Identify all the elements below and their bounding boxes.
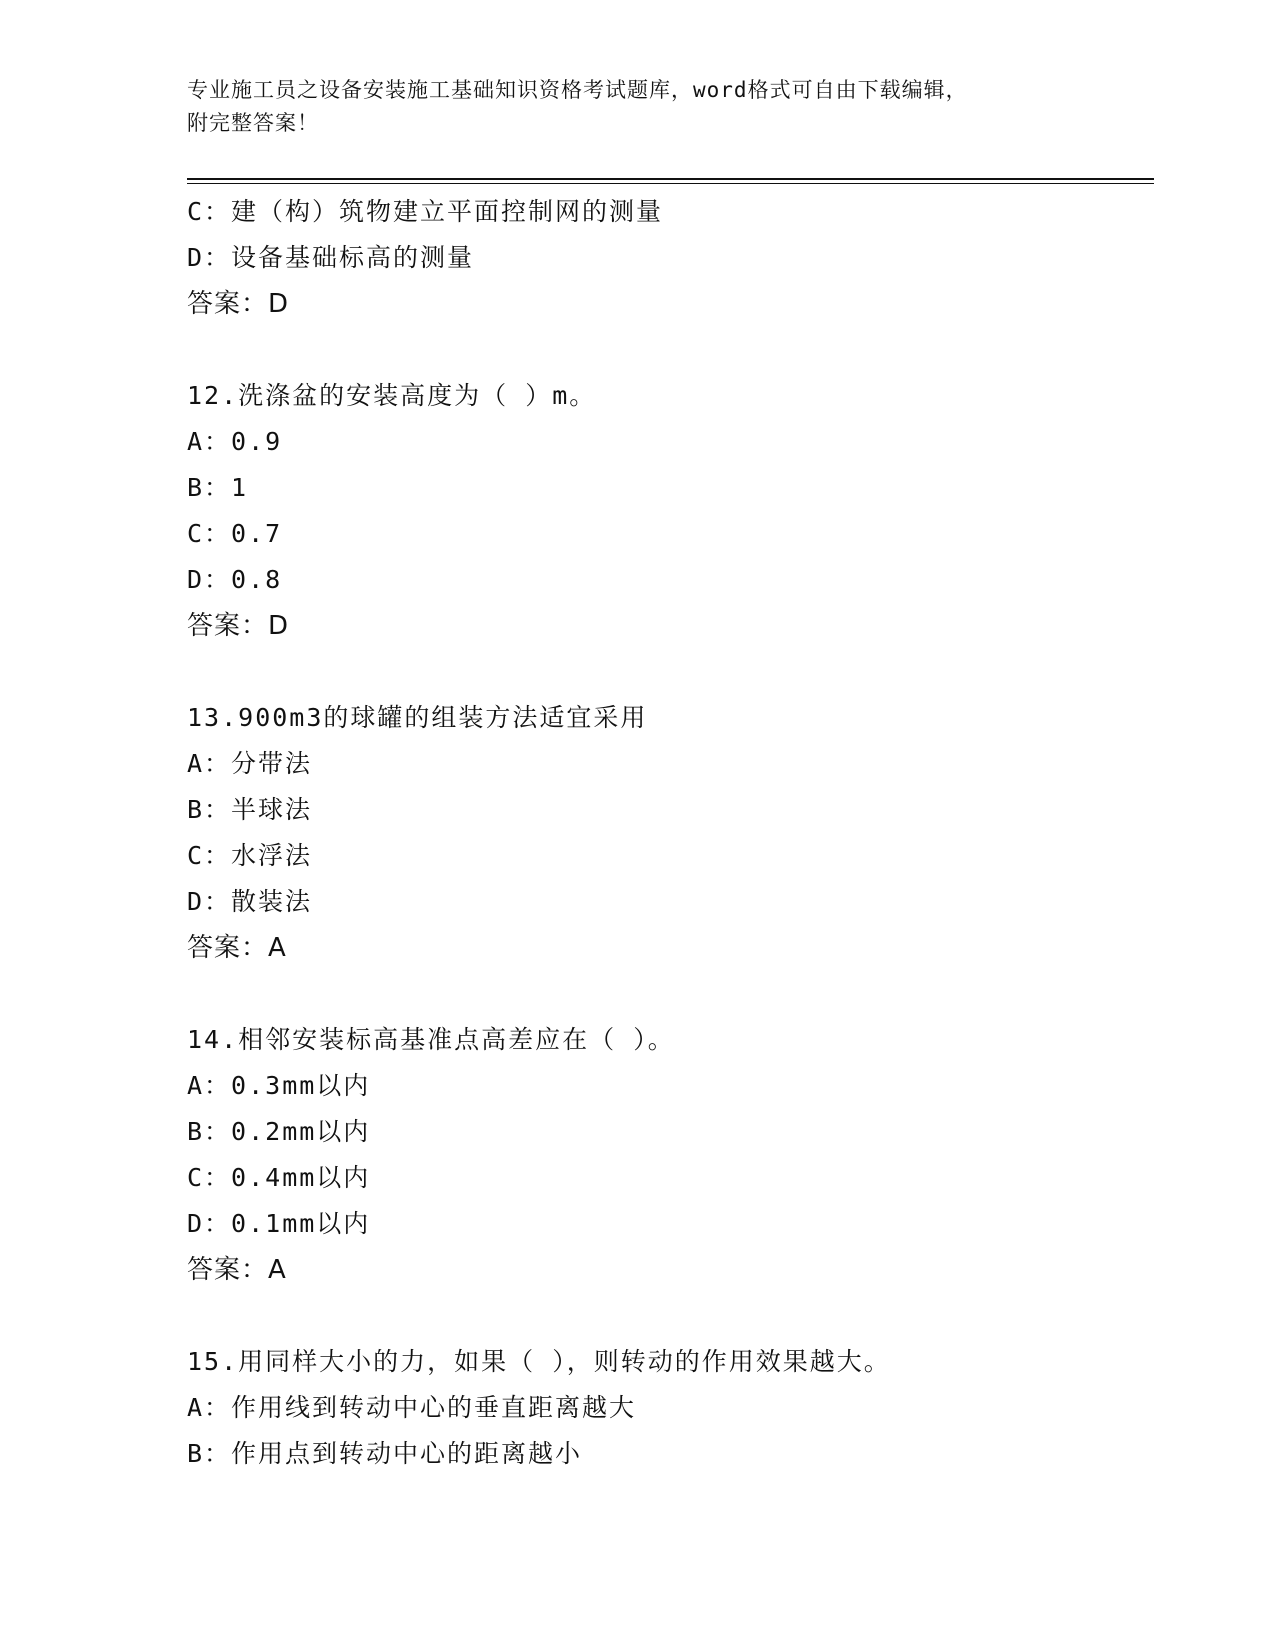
question-stem: 15.用同样大小的力，如果（ ），则转动的作用效果越大。: [187, 1347, 891, 1376]
option-c: C：0.7: [187, 519, 283, 548]
header-line-1: 专业施工员之设备安装施工基础知识资格考试题库，word格式可自由下载编辑，: [187, 78, 968, 102]
header-line-2: 附完整答案！: [187, 111, 319, 135]
answer-line: 答案：D: [187, 289, 290, 319]
option-c: C：建（构）筑物建立平面控制网的测量: [187, 197, 664, 226]
document-header: [187, 74, 1087, 140]
option-d: D：0.8: [187, 565, 283, 594]
answer-line: 答案：D: [187, 611, 290, 641]
header-divider-thick: [187, 178, 1154, 180]
answer-line: 答案：A: [187, 933, 287, 963]
question-stem: 13.900m3的球罐的组装方法适宜采用: [187, 703, 648, 732]
option-d: D：0.1mm以内: [187, 1209, 371, 1238]
option-b: B：作用点到转动中心的距离越小: [187, 1439, 583, 1468]
option-c: C：0.4mm以内: [187, 1163, 371, 1192]
question-list: [187, 189, 1147, 1477]
option-a: A：0.9: [187, 427, 283, 456]
option-d: D：设备基础标高的测量: [187, 243, 475, 272]
question-stem: 14.相邻安装标高基准点高差应在（ ）。: [187, 1025, 675, 1054]
question-block-11: [187, 189, 1147, 327]
option-c: C：水浮法: [187, 841, 313, 870]
option-a: A：分带法: [187, 749, 313, 778]
option-b: B：0.2mm以内: [187, 1117, 371, 1146]
header-divider-thin: [187, 183, 1154, 184]
question-block-14: [187, 1017, 1147, 1293]
option-a: A：0.3mm以内: [187, 1071, 371, 1100]
option-d: D：散装法: [187, 887, 313, 916]
question-block-15: [187, 1339, 1147, 1477]
question-stem: 12.洗涤盆的安装高度为（ ）m。: [187, 381, 597, 410]
option-b: B：半球法: [187, 795, 313, 824]
question-block-13: [187, 695, 1147, 971]
question-block-12: [187, 373, 1147, 649]
option-b: B：1: [187, 473, 249, 502]
answer-line: 答案：A: [187, 1255, 287, 1285]
option-a: A：作用线到转动中心的垂直距离越大: [187, 1393, 637, 1422]
